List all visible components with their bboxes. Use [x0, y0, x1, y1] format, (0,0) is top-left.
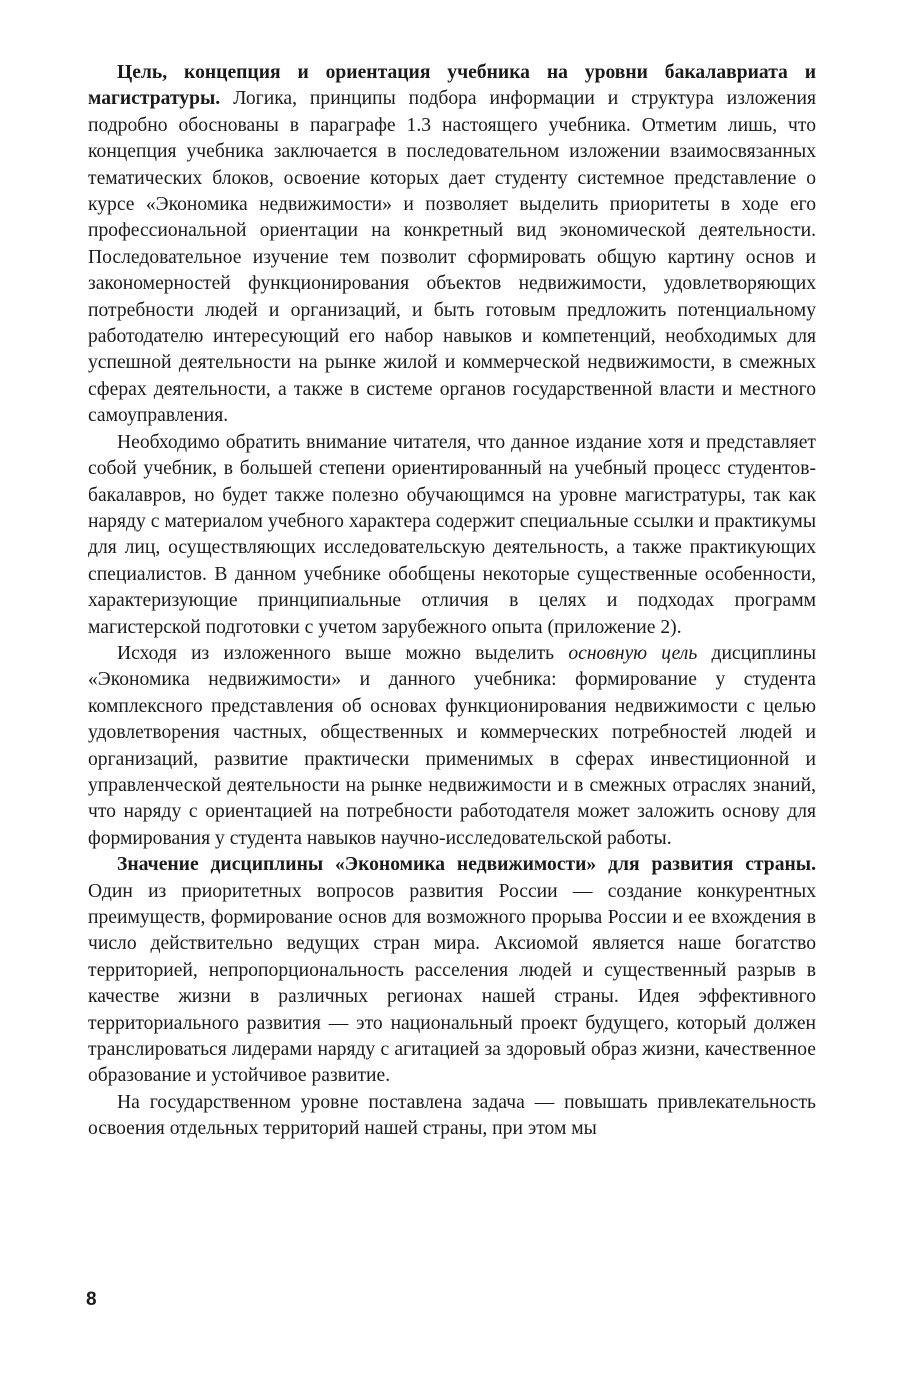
- paragraph-text: На государственном уровне поставлена задача — повышать привлекательность освоения отдельных территорий нашей страны, при этом мы: [88, 1091, 816, 1140]
- paragraph-heading: Цель, концепция и ориентация учебника на уровни бакалавриата и магистратуры.: [88, 62, 816, 110]
- paragraph-main-goal: [88, 641, 816, 852]
- emphasis-term: основную цель: [568, 642, 698, 664]
- page-number: 8: [86, 1289, 97, 1310]
- paragraph-text: Исходя из изложенного выше можно выделить: [117, 642, 569, 664]
- paragraph-text: Необходимо обратить внимание читателя, что данное издание хотя и представляет собой учебник, в большей степени ориентированный на учебный процесс студентов-бакалавров, но будет также полезно обучающимся на уровне магистратуры, так как наряду с материалом учебного характера содержит специальные ссылки и практикумы для лиц, осуществляющих исследовательскую деятельность, а также практикующих специалистов. В данном учебнике обобщены некоторые существенные особенности, характеризующие принципиальные отличия в целях и подходах программ магистерской подготовки с учетом зарубежного опыта (приложение 2).: [88, 431, 816, 638]
- paragraph-text: дисциплины «Экономика недвижимости» и данного учебника: формирование у студента комплексного представления об основах функционирования недвижимости с целью удовлетворения частных, общественных и коммерческих потребностей людей и организаций, развитие практически применимых в сферах инвестиционной и управленческой деятельности на рынке недвижимости и в смежных отраслях знаний, что наряду с ориентацией на потребности работодателя может заложить основу для формирования у студента навыков научно-исследовательской работы.: [88, 642, 817, 849]
- paragraph-audience: [88, 430, 816, 641]
- paragraph-significance: [88, 852, 816, 1090]
- paragraph-heading: Значение дисциплины «Экономика недвижимости» для развития страны.: [117, 854, 816, 876]
- paragraph-goal-concept: [88, 60, 816, 430]
- paragraph-text: Логика, принципы подбора информации и структура изложения подробно обоснованы в параграфе 1.3 настоящего учебника. Отметим лишь, что концепция учебника заключается в последовательном изложении взаимосвязанных тематических блоков, освоение которых дает студенту системное представление о курсе «Экономика недвижимости» и позволяет выделить приоритеты в ходе его профессиональной ориентации на конкретный вид экономической деятельности. Последовательное изучение тем позволит сформировать общую картину основ и закономерностей функционирования объектов недвижимости, удовлетворяющих потребности людей и организаций, и быть готовым предложить потенциальному работодателю интересующий его набор навыков и компетенций, необходимых для успешной деятельности на рынке жилой и коммерческой недвижимости, в смежных сферах деятельности, а также в системе органов государственной власти и местного самоуправления.: [88, 88, 816, 427]
- paragraph-state-level: [88, 1090, 816, 1143]
- page-body: [88, 60, 816, 1143]
- paragraph-text: Один из приоритетных вопросов развития России — создание конкурентных преимуществ, формирование основ для возможного прорыва России и ее вхождения в число действительно ведущих стран мира. Аксиомой является наше богатство территорией, непропорциональность расселения людей и существенный разрыв в качестве жизни в различных регионах нашей страны. Идея эффективного территориального развития — это национальный проект будущего, который должен транслироваться лидерами наряду с агитацией за здоровый образ жизни, качественное образование и устойчивое развитие.: [88, 880, 816, 1087]
